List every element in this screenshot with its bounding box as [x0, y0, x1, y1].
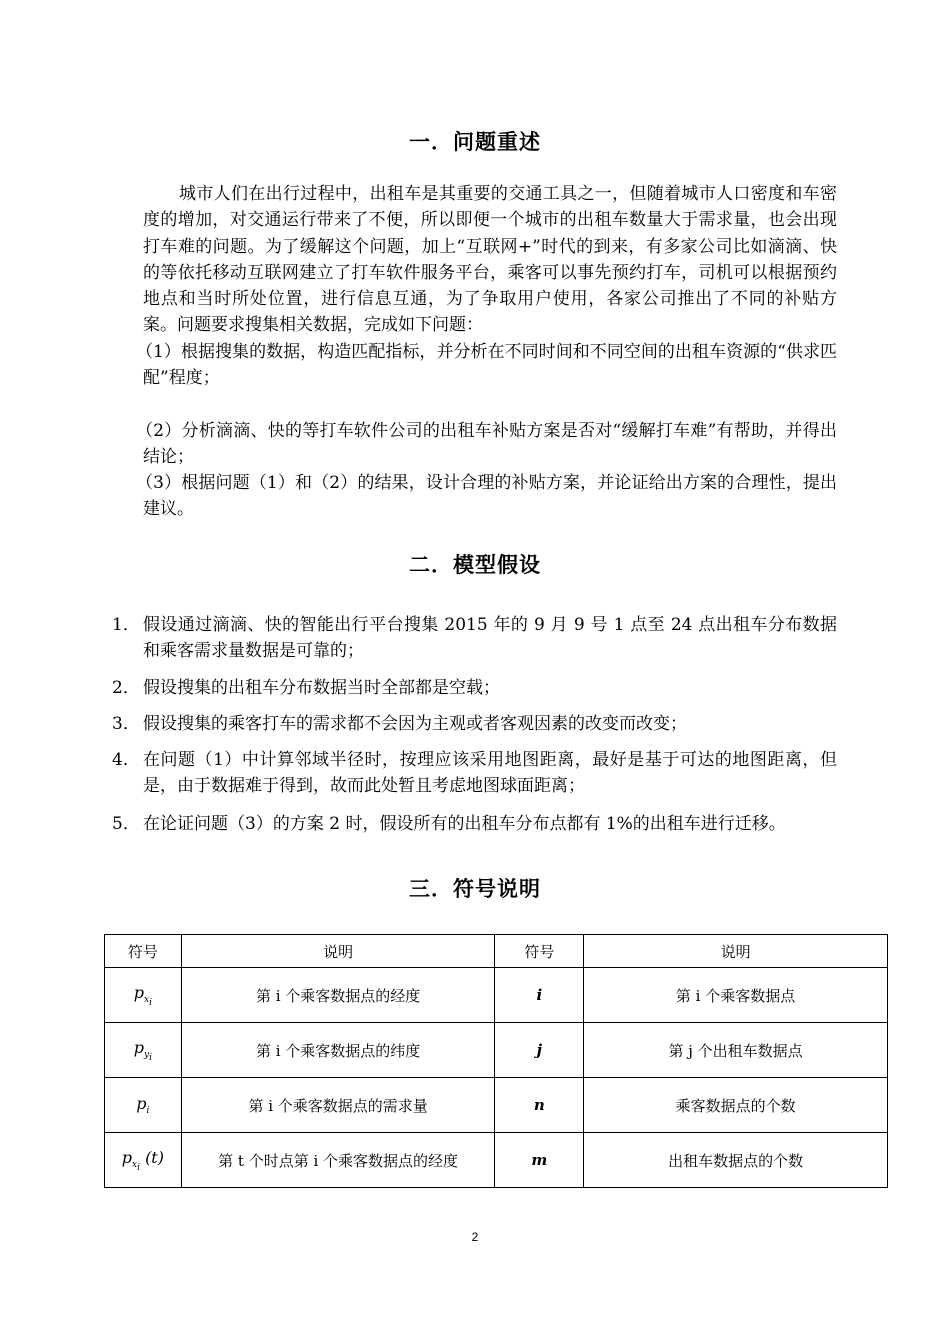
table-row	[105, 1078, 888, 1133]
table-row	[105, 1133, 888, 1188]
symbol-cell: j	[495, 1023, 584, 1078]
description-cell: 第 i 个乘客数据点的经度	[181, 968, 495, 1023]
header-symbol: 符号	[495, 935, 584, 968]
intro-paragraph: 城市人们在出行过程中，出租车是其重要的交通工具之一，但随着城市人口密度和车密度的增加，对交通运行带来了不便，所以即便一个城市的出租车数量大于需求量，也会出现打车难的问题。为了缓解这个问题，加上“互联网+”时代的到来，有多家公司比如滴滴、快的等依托移动互联网建立了打车软件服务平台，乘客可以事先预约打车，司机可以根据预约地点和当时所处位置，进行信息互通，为了争取用户使用，各家公司推出了不同的补贴方案。问题要求搜集相关数据，完成如下问题：	[143, 184, 837, 336]
question-2: （2）分析滴滴、快的等打车软件公司的出租车补贴方案是否对“缓解打车难”有帮助，并得出结论；	[136, 421, 837, 468]
symbol-table	[104, 934, 888, 1188]
symbol-cell: $p_i$	[105, 1078, 182, 1133]
assumption-item: 4． 在问题（1）中计算邻域半径时，按理应该采用地图距离，最好是基于可达的地图距离，但是，由于数据难于得到，故而此处暂且考虑地图球面距离；	[112, 750, 837, 797]
section-title-problem: 一．问题重述	[409, 130, 541, 154]
assumption-item: 5． 在论证问题（3）的方案 2 时，假设所有的出租车分布点都有 1%的出租车进行迁移。	[112, 814, 786, 834]
header-description: 说明	[584, 935, 888, 968]
description-cell: 第 i 个乘客数据点的纬度	[181, 1023, 495, 1078]
table-row	[105, 1023, 888, 1078]
symbol-cell: $p_{x_i}$	[105, 968, 182, 1023]
symbol-cell: $p_{x_i}$ (t)	[105, 1133, 182, 1188]
page-number: 2	[471, 1230, 479, 1244]
question-3: （3）根据问题（1）和（2）的结果，设计合理的补贴方案，并论证给出方案的合理性，提出建议。	[136, 473, 837, 520]
assumption-item: 1． 假设通过滴滴、快的智能出行平台搜集 2015 年的 9 月 9 号 1 点至 24 点出租车分布数据和乘客需求量数据是可靠的；	[112, 615, 837, 662]
section-title-assumptions: 二．模型假设	[409, 553, 541, 577]
header-description: 说明	[181, 935, 495, 968]
description-cell: 出租车数据点的个数	[584, 1133, 888, 1188]
description-cell: 第 i 个乘客数据点的需求量	[181, 1078, 495, 1133]
description-cell: 第 j 个出租车数据点	[584, 1023, 888, 1078]
table-row	[105, 968, 888, 1023]
section-title-symbols: 三．符号说明	[409, 877, 541, 901]
symbol-cell: n	[495, 1078, 584, 1133]
assumption-item: 3． 假设搜集的乘客打车的需求都不会因为主观或者客观因素的改变而改变；	[112, 714, 687, 734]
description-cell: 乘客数据点的个数	[584, 1078, 888, 1133]
symbol-cell: i	[495, 968, 584, 1023]
table-header-row	[105, 935, 888, 968]
description-cell: 第 i 个乘客数据点	[584, 968, 888, 1023]
question-1: （1）根据搜集的数据，构造匹配指标，并分析在不同时间和不同空间的出租车资源的“供求匹配”程度；	[136, 342, 837, 389]
assumption-item: 2． 假设搜集的出租车分布数据当时全部都是空载；	[112, 678, 500, 698]
symbol-cell: m	[495, 1133, 584, 1188]
symbol-cell: $p_{y_i}$	[105, 1023, 182, 1078]
description-cell: 第 t 个时点第 i 个乘客数据点的经度	[181, 1133, 495, 1188]
header-symbol: 符号	[105, 935, 182, 968]
